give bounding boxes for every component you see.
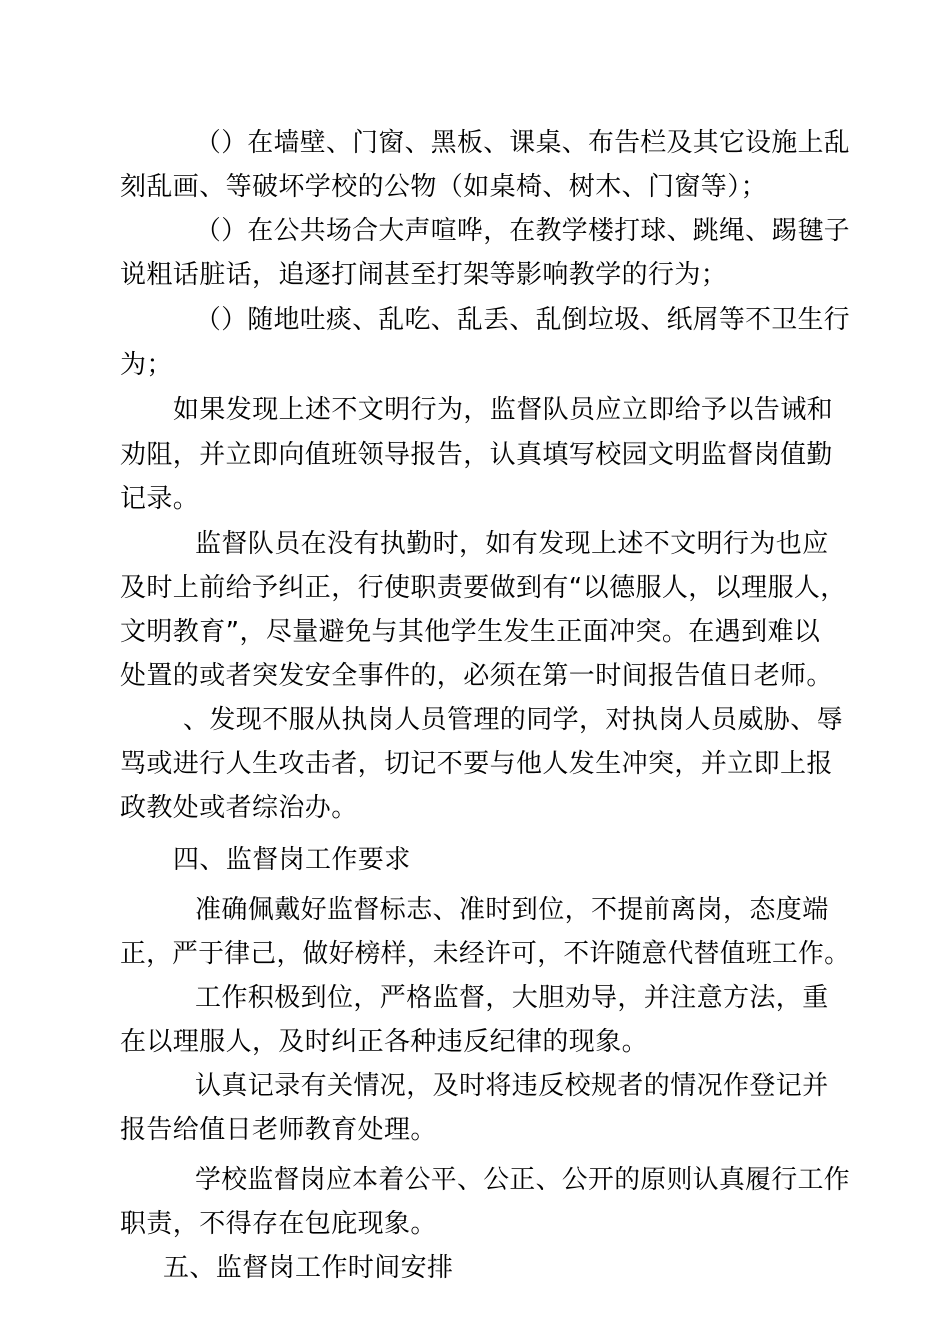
section-heading: 五、监督岗工作时间安排 <box>163 1253 454 1283</box>
text-line: 报告给值日老师教育处理。 <box>120 1115 437 1145</box>
text-line: 正，严于律己，做好榜样，未经许可，不许随意代替值班工作。 <box>120 939 851 969</box>
text-line: （）在公共场合大声喧哗，在教学楼打球、跳绳、踢毽子 <box>195 216 850 246</box>
text-line: 处置的或者突发安全事件的，必须在第一时间报告值日老师。 <box>120 661 833 691</box>
text-line: 为； <box>120 350 173 380</box>
text-line: 政教处或者综治办。 <box>120 793 358 823</box>
text-line: 记录。 <box>120 484 200 514</box>
text-line: 文明教育”，尽量避免与其他学生发生正面冲突。在遇到难以 <box>120 617 821 647</box>
text-line: 准确佩戴好监督标志、准时到位，不提前离岗，态度端 <box>195 895 829 925</box>
text-line: 如果发现上述不文明行为，监督队员应立即给予以告诫和 <box>173 395 834 425</box>
text-line: （）在墙壁、门窗、黑板、课桌、布告栏及其它设施上乱 <box>195 128 850 158</box>
text-line: 认真记录有关情况，及时将违反校规者的情况作登记并 <box>195 1071 829 1101</box>
text-line: 职责，不得存在包庇现象。 <box>120 1209 437 1239</box>
text-line: 骂或进行人生攻击者，切记不要与他人发生冲突，并立即上报 <box>120 749 833 779</box>
text-line: 、发现不服从执岗人员管理的同学，对执岗人员威胁、辱 <box>183 705 844 735</box>
text-line: 在以理服人，及时纠正各种违反纪律的现象。 <box>120 1027 649 1057</box>
text-line: 工作积极到位，严格监督，大胆劝导，并注意方法，重 <box>195 983 829 1013</box>
text-line: 学校监督岗应本着公平、公正、公开的原则认真履行工作 <box>195 1165 850 1195</box>
text-line: 刻乱画、等破坏学校的公物（如桌椅、树木、门窗等）； <box>120 172 768 202</box>
text-line: （）随地吐痰、乱吃、乱丢、乱倒垃圾、纸屑等不卫生行 <box>195 305 850 335</box>
text-line: 说粗话脏话，追逐打闹甚至打架等影响教学的行为； <box>120 260 728 290</box>
text-line: 及时上前给予纠正，行使职责要做到有“以德服人，以理服人， <box>120 573 847 603</box>
section-heading: 四、监督岗工作要求 <box>173 845 411 875</box>
text-line: 监督队员在没有执勤时，如有发现上述不文明行为也应 <box>195 529 829 559</box>
text-line: 劝阻，并立即向值班领导报告，认真填写校园文明监督岗值勤 <box>120 440 833 470</box>
